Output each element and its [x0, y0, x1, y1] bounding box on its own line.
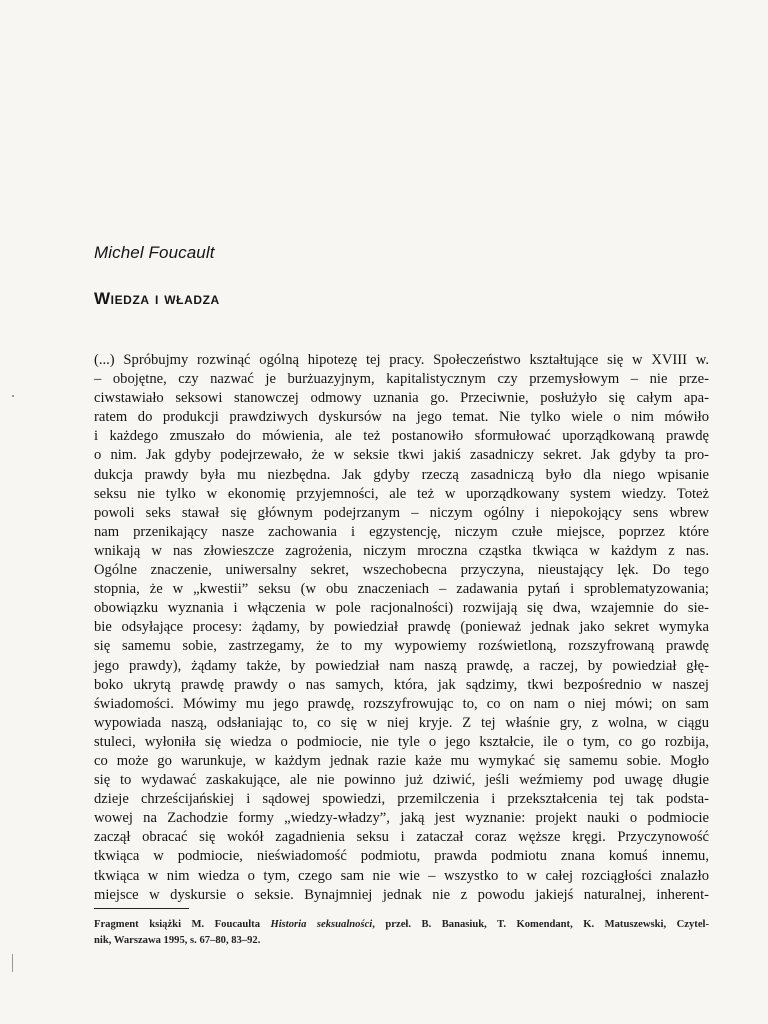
- body-line: ratem do produkcji prawdziwych dyskursów na jego temat. Nie tylko wiele o nim mówiło: [94, 409, 709, 426]
- body-line: jego prawdy), żądamy także, by powiedział nam naszą prawdę, a raczej, by powiedział głę-: [94, 657, 709, 674]
- body-line: wypowiada naszą, odsłaniając to, co się w niej kryje. Z tej właśnie gry, z wolna, w ciągu: [94, 714, 709, 731]
- body-line: obowiązku wyznania i włączenia w pole racjonalności) rozwijają się dwa, wzajemnie do sie-: [94, 600, 709, 617]
- body-line: zaczął obracać się wokół zagadnienia seksu i zataczał coraz węższe kręgi. Przyczynowość: [94, 829, 709, 846]
- body-line: stuleci, wyłoniła się wiedza o podmiocie, nie tyle o jego kształcie, ile o tym, co go rozbija,: [94, 733, 709, 750]
- body-line: miejsce w dyskursie o seksie. Bynajmniej jednak nie z powodu jakiejś naturalnej, inherent-: [94, 886, 709, 903]
- footnote-line: Fragment książki M. Foucaulta Historia seksualności, przeł. B. Banasiuk, T. Komendant, K. Matuszewski, Czytel-: [94, 919, 709, 930]
- body-line: wowej na Zachodzie formy „wiedzy-władzy”, jaką jest wyznanie: projekt nauki o podmiocie: [94, 810, 709, 827]
- body-line: (...) Spróbujmy rozwinąć ogólną hipotezę tej pracy. Społeczeństwo kształtujące się w XVIII w.: [94, 352, 709, 368]
- body-line: dukcja prawdy była mu niezbędna. Jak gdyby rzeczą zasadniczą było dla niego wpisanie: [94, 466, 709, 483]
- body-line: bie odsyłające procesy: żądamy, by powiedział prawdę (ponieważ jednak jako sekret wymyka: [94, 619, 709, 636]
- body-line: tkwiąca w podmiocie, nieświadomość podmiotu, prawda podmiotu znana komuś innemu,: [94, 848, 709, 865]
- scan-mark: [12, 954, 13, 972]
- book-title: Historia seksualności: [270, 919, 373, 930]
- scan-mark: [12, 395, 14, 397]
- body-line: i każdego zmuszało do mówienia, ale też postanowiło sformułować uporządkowaną prawdę: [94, 428, 709, 445]
- article-title: Wiedza i władza: [94, 289, 220, 308]
- author-name: Michel Foucault: [94, 243, 215, 262]
- body-line: co może go warunkuje, w każdym jednak razie każe mu wymykać się samemu sobie. Mogło: [94, 752, 709, 769]
- body-line: świadomości. Mówimy mu jego prawdę, rozszyfrowując to, co on nam o niej mówi; on sam: [94, 695, 709, 712]
- body-line: Ogólne znaczenie, uniwersalny sekret, wszechobecna przyczyna, nieustający lęk. Do tego: [94, 562, 709, 579]
- body-line: tkwiąca w nim wiedza o tym, czego sam nie wie – wszystko to w całej rozciągłości znalazło: [94, 867, 709, 884]
- body-text: [94, 351, 709, 905]
- body-line: nam przenikający nasze zachowania i egzystencję, niczym czułe miejsce, poprzez które: [94, 523, 709, 540]
- body-line: dzieje chrześcijańskiej i sądowej spowiedzi, przemilczenia i przekształcenia tej tak podsta-: [94, 791, 709, 808]
- footnote-divider: [94, 908, 189, 909]
- footnote-line: nik, Warszawa 1995, s. 67–80, 83–92.: [94, 934, 261, 946]
- body-line: – obojętne, czy nazwać je burżuazyjnym, kapitalistycznym czy przemysłowym – nie prze-: [94, 371, 709, 388]
- body-line: wnikają w nas złowieszcze zagrożenia, niczym mroczna cząstka tkwiąca w każdym z nas.: [94, 542, 709, 559]
- body-line: seksu nie tylko w ekonomię przyjemności, ale też w uporządkowany system wiedzy. Toteż: [94, 485, 709, 502]
- body-line: boko ukrytą prawdę prawdy o nas samych, która, jak sądzimy, tkwi bezpośrednio w naszej: [94, 676, 709, 693]
- body-line: ciwstawiało seksowi stanowczej odmowy uznania go. Przeciwnie, posłużyło się całym apa-: [94, 390, 709, 407]
- body-line: stopnia, że w „kwestii” seksu (w obu znaczeniach – zadawania pytań i sproblematyzowania;: [94, 581, 709, 598]
- footnote: [94, 917, 709, 948]
- body-line: powoli seks stawał się głównym podejrzanym – niczym ogólny i niepokojący sens wbrew: [94, 504, 709, 521]
- body-line: się samemu sobie, zastrzegamy, że to my wypowiemy rozświetloną, rozszyfrowaną prawdę: [94, 638, 709, 655]
- body-line: o nim. Jak gdyby podejrzewało, że w seksie tkwi jakiś zasadniczy sekret. Jak gdyby ta pro-: [94, 447, 709, 464]
- body-line: się to wydawać zaskakujące, ale nie powinno już dziwić, jeśli weźmiemy pod uwagę długie: [94, 772, 709, 789]
